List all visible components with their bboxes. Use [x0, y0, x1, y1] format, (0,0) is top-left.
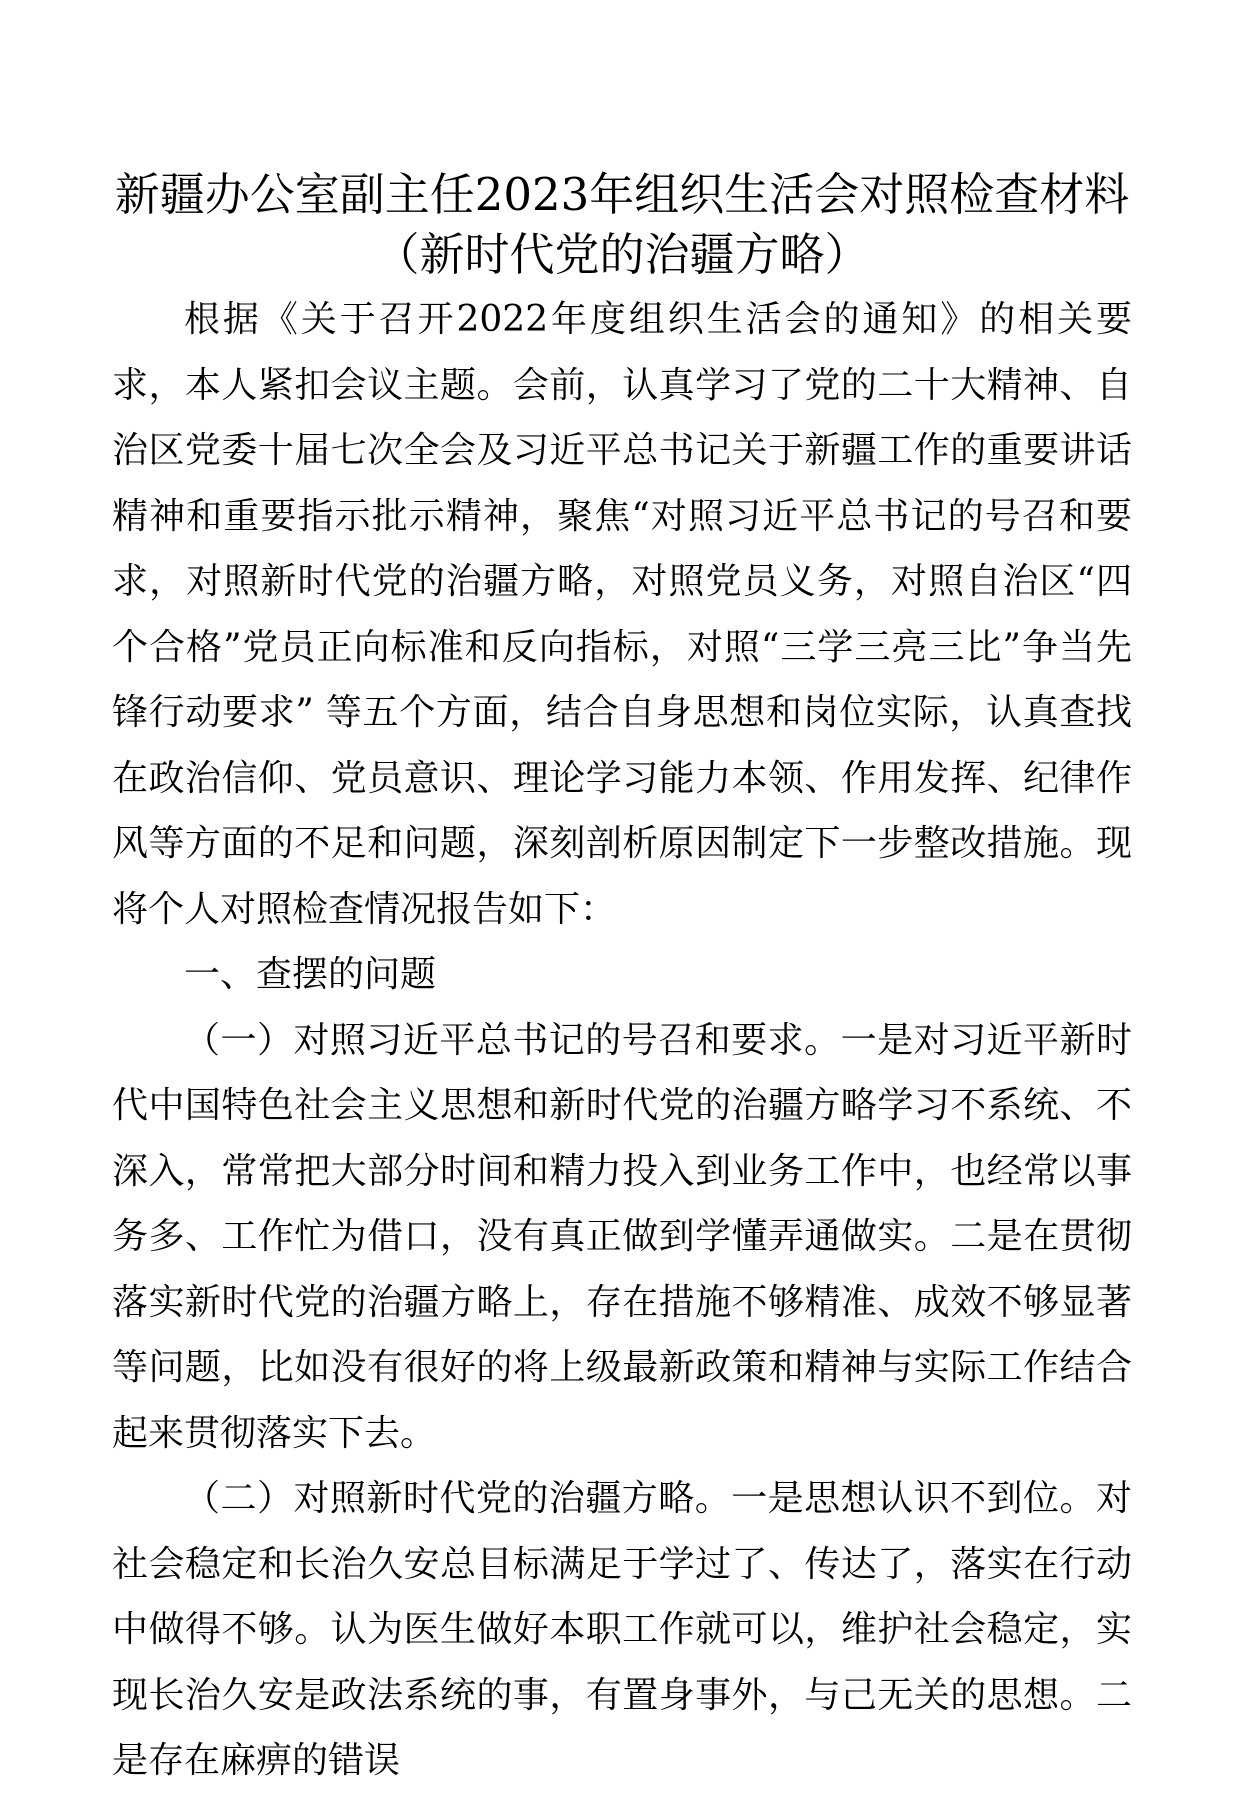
- section-heading-problems: 一、查摆的问题: [184, 954, 437, 995]
- document-title: 新疆办公室副主任2023年组织生活会对照检查材料（新时代党的治疆方略）: [114, 168, 1130, 281]
- document-page: [112, 165, 1132, 1794]
- paragraph-item-1: （一）对照习近平总书记的号召和要求。一是对习近平新时代中国特色社会主义思想和新时代党的治疆方略学习不系统、不深入，常常把大部分时间和精力投入到业务工作中，也经常以事务多、工作忙为借口，没有真正做到学懂弄通做实。二是在贯彻落实新时代党的治疆方略上，存在措施不够精准、成效不够显著等问题，比如没有很好的将上级最新政策和精神与实际工作结合起来贯彻落实下去。: [112, 1019, 1132, 1454]
- paragraph-item-2: （二）对照新时代党的治疆方略。一是思想认识不到位。对社会稳定和长治久安总目标满足于学过了、传达了，落实在行动中做得不够。认为医生做好本职工作就可以，维护社会稳定，实现长治久安是政法系统的事，有置身事外，与己无关的思想。二是存在麻痹的错误: [112, 1478, 1132, 1781]
- intro-paragraph: 根据《关于召开2022年度组织生活会的通知》的相关要求，本人紧扣会议主题。会前，认真学习了党的二十大精神、自治区党委十届七次全会及习近平总书记关于新疆工作的重要讲话精神和重要指示批示精神，聚焦“对照习近平总书记的号召和要求，对照新时代党的治疆方略，对照党员义务，对照自治区“四个合格”党员正向标准和反向指标，对照“三学三亮三比”争当先锋行动要求” 等五个方面，结合自身思想和岗位实际，认真查找在政治信仰、党员意识、理论学习能力本领、作用发挥、纪律作风等方面的不足和问题，深刻剖析原因制定下一步整改措施。现将个人对照检查情况报告如下：: [112, 299, 1132, 930]
